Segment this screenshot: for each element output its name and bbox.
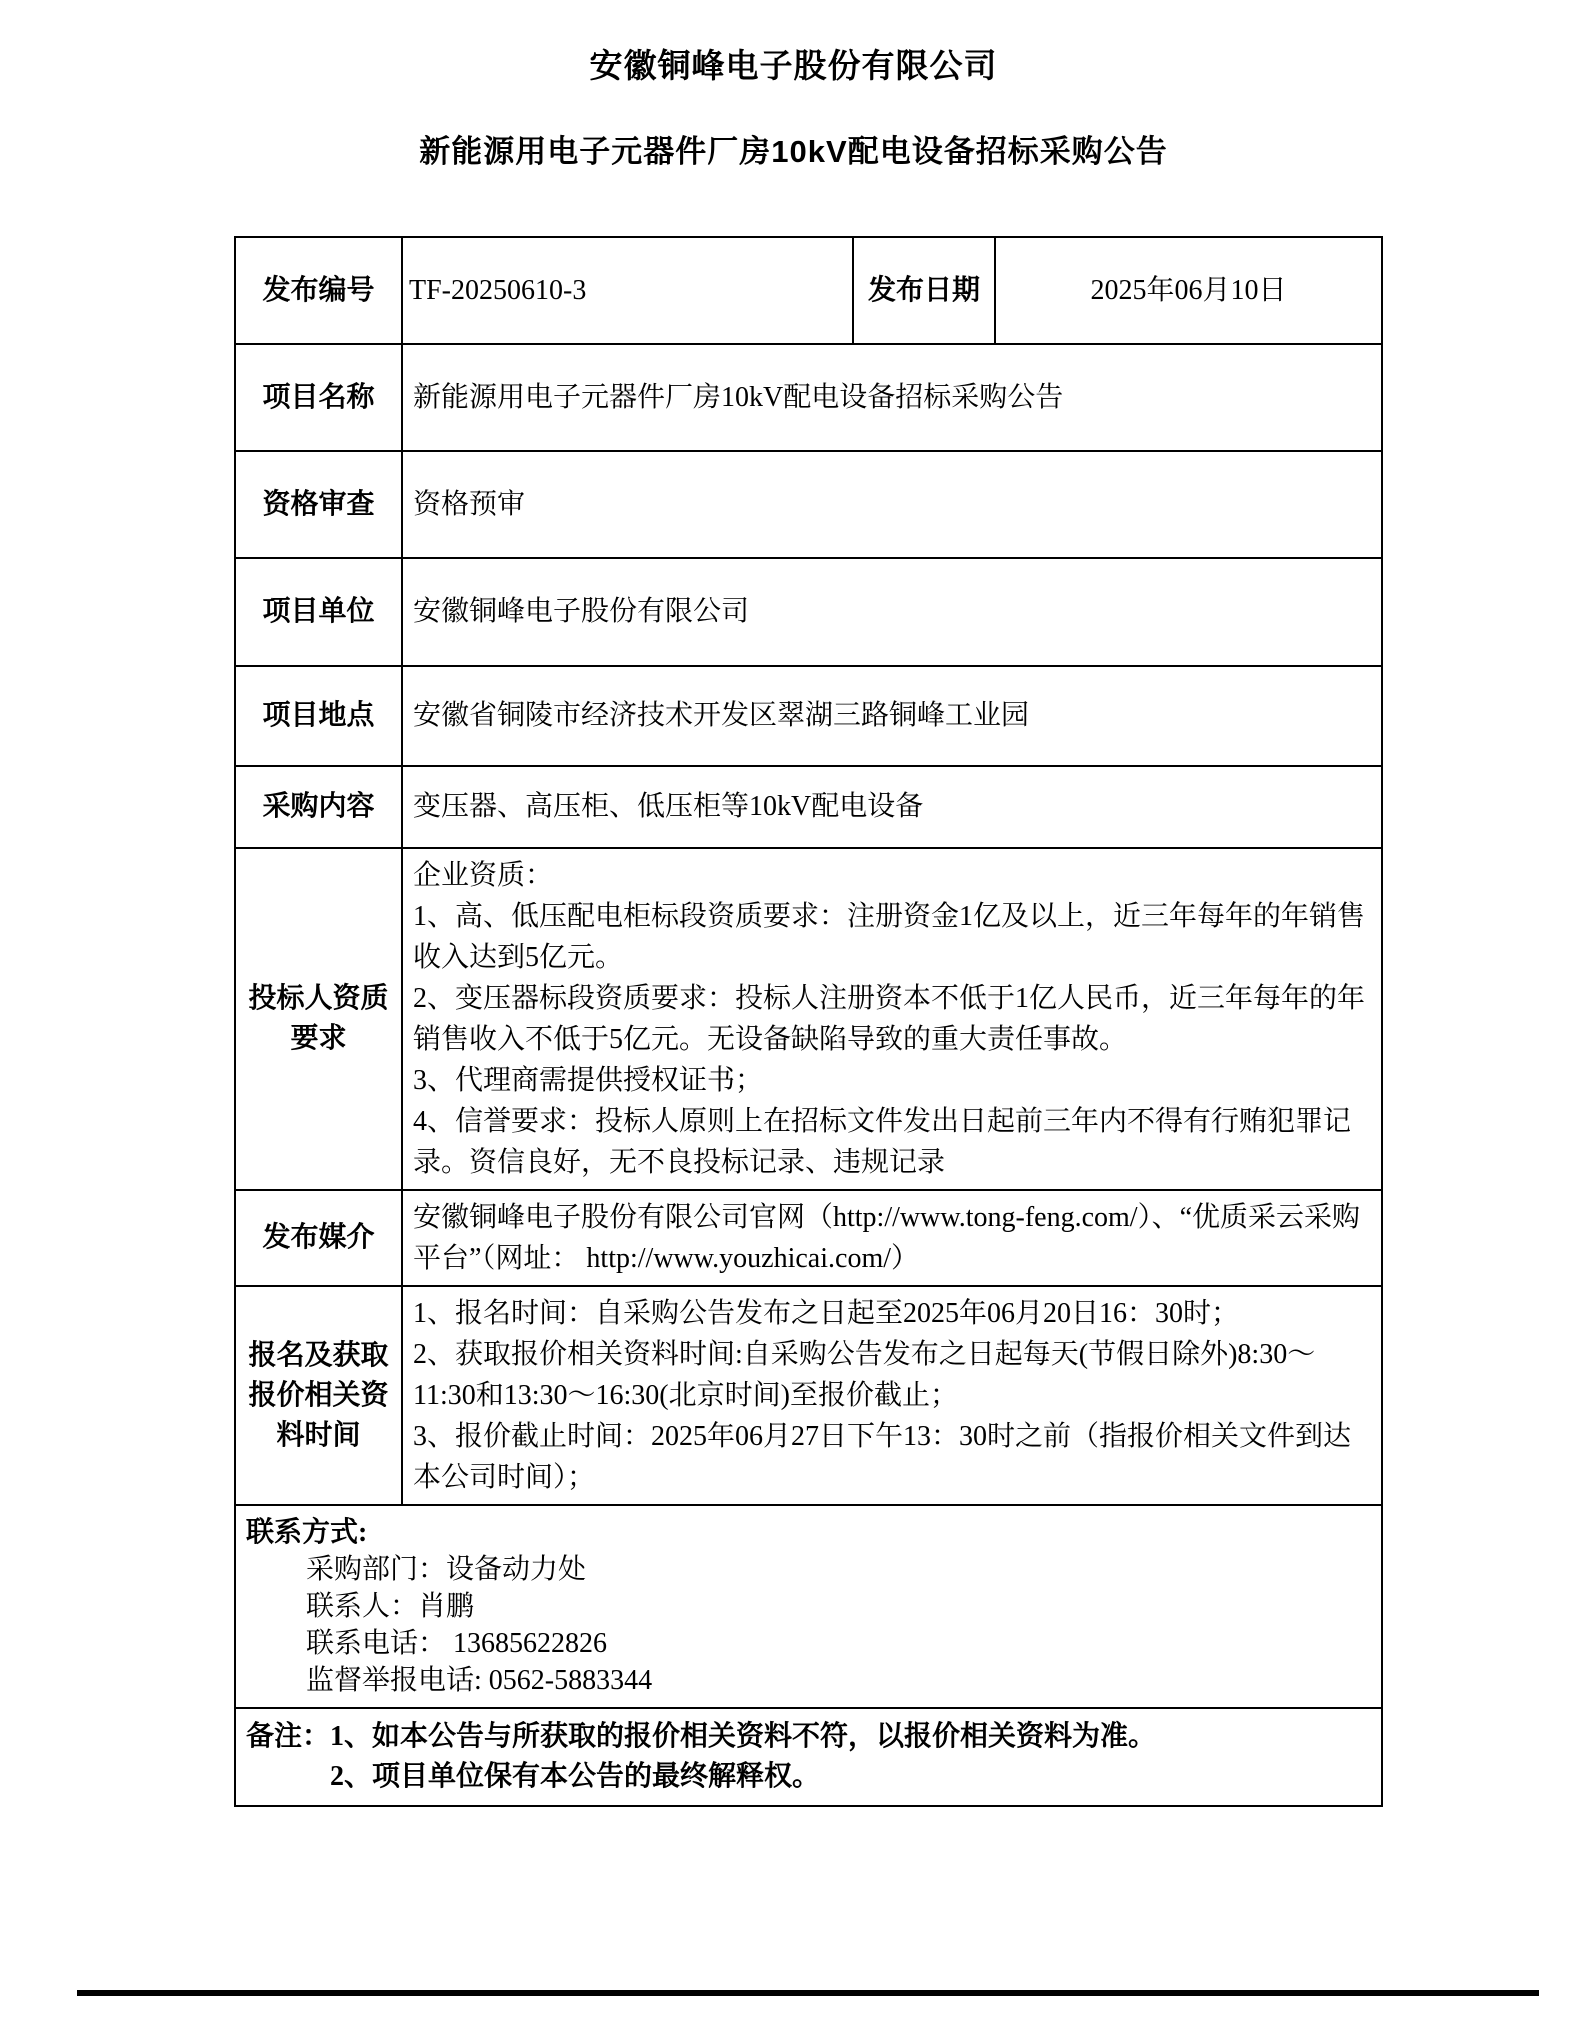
table-row (235, 237, 1382, 344)
procurement-content-value: 变压器、高压柜、低压柜等10kV配电设备 (402, 766, 1382, 848)
supervision-phone: 监督举报电话: 0562-5883344 (306, 1665, 653, 1696)
publish-date-label: 发布日期 (853, 237, 995, 344)
text-line: 2、变压器标段资质要求：投标人注册资本不低于1亿人民币，近三年每年的年销售收入不低于5亿元。无设备缺陷导致的重大责任事故。 (413, 983, 1366, 1055)
table-row (235, 1505, 1382, 1708)
project-location-value: 安徽省铜陵市经济技术开发区翠湖三路铜峰工业园 (402, 666, 1382, 766)
table-row (235, 766, 1382, 848)
publish-media-value: 安徽铜峰电子股份有限公司官网（http://www.tong-feng.com/）、“优质采云采购平台”（网址： http://www.youzhicai.com/） (402, 1190, 1382, 1286)
table-row (235, 848, 1382, 1190)
table-row (235, 666, 1382, 766)
qualification-review-value: 资格预审 (402, 451, 1382, 558)
table-row (235, 451, 1382, 558)
document-subtitle: 新能源用电子元器件厂房10kV配电设备招标采购公告 (419, 134, 1168, 169)
table-row (235, 1708, 1382, 1806)
publish-no-value: TF-20250610-3 (402, 237, 853, 344)
project-unit-value: 安徽铜峰电子股份有限公司 (402, 558, 1382, 666)
text-line: 4、信誉要求：投标人原则上在招标文件发出日起前三年内不得有行贿犯罪记录。资信良好，无不良投标记录、违规记录 (413, 1106, 1352, 1178)
remarks-cell (235, 1708, 1382, 1806)
publish-date-value: 2025年06月10日 (995, 237, 1382, 344)
project-location-label: 项目地点 (235, 666, 402, 766)
contact-cell (235, 1505, 1382, 1708)
text-line: 3、代理商需提供授权证书； (413, 1065, 764, 1096)
text-line: 3、报价截止时间：2025年06月27日下午13：30时之前（指报价相关文件到达本公司时间）； (413, 1421, 1352, 1493)
text-line: 1、报名时间：自采购公告发布之日起至2025年06月20日16：30时； (413, 1298, 1240, 1329)
publish-media-label: 发布媒介 (235, 1190, 402, 1286)
document-title: 安徽铜峰电子股份有限公司 (589, 47, 998, 84)
project-unit-label: 项目单位 (235, 558, 402, 666)
table-row (235, 1190, 1382, 1286)
table-row (235, 558, 1382, 666)
qualification-review-label: 资格审查 (235, 451, 402, 558)
project-name-label: 项目名称 (235, 344, 402, 451)
procurement-content-label: 采购内容 (235, 766, 402, 848)
publish-no-label: 发布编号 (235, 237, 402, 344)
text-line: 2、获取报价相关资料时间:自采购公告发布之日起每天(节假日除外)8:30～11:30和13:30～16:30(北京时间)至报价截止； (413, 1339, 1316, 1411)
remarks-line-1: 备注：1、如本公告与所获取的报价相关资料不符，以报价相关资料为准。 (246, 1721, 1157, 1752)
contact-department: 采购部门：设备动力处 (306, 1554, 587, 1585)
footer-divider (77, 1990, 1539, 1996)
schedule-label: 报名及获取报价相关资料时间 (235, 1286, 402, 1505)
bidder-qualification-label: 投标人资质要求 (235, 848, 402, 1190)
text-line: 企业资质： (413, 860, 554, 891)
contact-heading: 联系方式: (246, 1517, 368, 1548)
table-row (235, 1286, 1382, 1505)
announcement-table (234, 236, 1383, 1807)
schedule-cell (402, 1286, 1382, 1505)
bidder-qualification-cell (402, 848, 1382, 1190)
contact-person: 联系人：肖鹏 (306, 1591, 475, 1622)
contact-phone: 联系电话： 13685622826 (306, 1628, 608, 1659)
remarks-line-2: 2、项目单位保有本公告的最终解释权。 (330, 1761, 821, 1792)
text-line: 1、高、低压配电柜标段资质要求：注册资金1亿及以上，近三年每年的年销售收入达到5亿元。 (413, 901, 1366, 973)
table-row (235, 344, 1382, 451)
project-name-value: 新能源用电子元器件厂房10kV配电设备招标采购公告 (402, 344, 1382, 451)
